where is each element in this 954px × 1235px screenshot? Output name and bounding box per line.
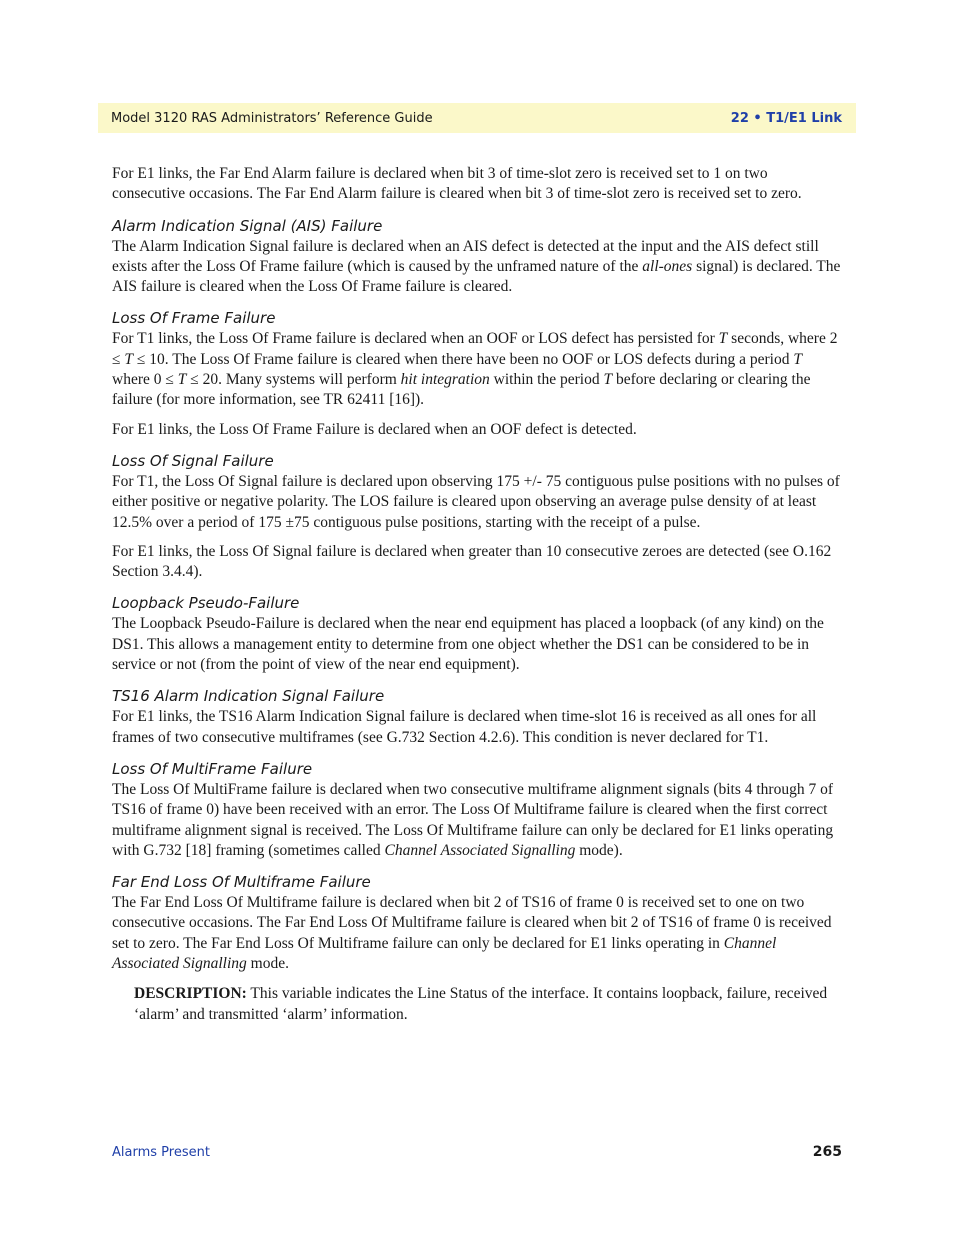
ais-paragraph: The Alarm Indication Signal failure is declared when an AIS defect is detected at the input and the AIS defect still exists after the Loss Of Frame failure (which is caused by the unframed nature of the all-ones signal) is declared. The AIS failure is cleared when the Loss Of Frame failure is cleared. [112,237,841,296]
page-number: 265 [812,1144,842,1160]
guide-title: Model 3120 RAS Administrators’ Reference Guide [111,110,433,126]
felomf-paragraph: The Far End Loss Of Multiframe failure is declared when bit 2 of TS16 of frame 0 is received set to one on two consecutive occasions. The Far End Loss Of Multiframe failure is cleared when bit 2 of TS16 of frame 0 is received set to zero. The Far End Loss Of Multiframe failure can only be declared for E1 links operating in Channel Associated Signalling mode. [112,894,832,973]
heading-felomf: Far End Loss Of Multiframe Failure [112,873,371,892]
description-label: DESCRIPTION: [134,985,247,1003]
running-header [98,103,856,133]
lomf-paragraph: The Loss Of MultiFrame failure is declared when two consecutive multiframe alignment signals (bits 4 through 7 of TS16 of frame 0) have been received with an error. The Loss Of Multiframe failure is cleared when the first correct multiframe alignment signal is received. The Loss Of Multiframe failure can only be declared for E1 links operating with G.732 [18] framing (sometimes called Channel Associated Signalling mode). [112,780,834,859]
description-paragraph: DESCRIPTION: This variable indicates the Line Status of the interface. It contains loopback, failure, received ‘alarm’ and transmitted ‘alarm’ information. [134,985,828,1023]
los-paragraph-e1: For E1 links, the Loss Of Signal failure is declared when greater than 10 consecutive zeroes are detected (see O.162 Section 3.4.4). [112,542,832,581]
ts16-paragraph: For E1 links, the TS16 Alarm Indication Signal failure is declared when time-slot 16 is received as all ones for all frames of two consecutive multiframes (see G.732 Section 4.2.6). This condition is never declared for T1. [112,708,817,746]
heading-ts16: TS16 Alarm Indication Signal Failure [112,687,385,706]
footer-section-title: Alarms Present [112,1145,210,1160]
page-content [112,164,842,1034]
loopback-paragraph: The Loopback Pseudo-Failure is declared when the near end equipment has placed a loopback (of any kind) on the DS1. This allows a management entity to determine from one object whether the DS1 can be considered to be in service or not (from the point of view of the near end equipment). [112,615,824,674]
intro-paragraph: For E1 links, the Far End Alarm failure is declared when bit 3 of time-slot zero is received set to 1 on two consecutive occasions. The Far End Alarm failure is cleared when bit 3 of time-slot zero is received set to zero. [112,165,802,203]
lof-paragraph-e1: For E1 links, the Loss Of Frame Failure is declared when an OOF defect is detected. [112,420,637,438]
chapter-title: 22 • T1/E1 Link [730,110,842,126]
heading-lomf: Loss Of MultiFrame Failure [112,759,313,778]
heading-lof: Loss Of Frame Failure [112,309,276,328]
los-paragraph-t1: For T1, the Loss Of Signal failure is declared upon observing 175 +/- 75 contiguous pulse positions with no pulses of either positive or negative polarity. The LOS failure is cleared upon observing an average pulse density of at least 12.5% over a period of 175 ±75 contiguous pulse positions, starting with the receipt of a pulse. [112,472,840,531]
heading-ais: Alarm Indication Signal (AIS) Failure [112,216,383,235]
heading-los: Loss Of Signal Failure [112,451,274,470]
heading-loopback: Loopback Pseudo-Failure [112,594,300,613]
lof-paragraph-t1: For T1 links, the Loss Of Frame failure is declared when an OOF or LOS defect has persisted for T seconds, where 2 ≤ T ≤ 10. The Loss Of Frame failure is cleared when there have been no OOF or LOS defects during a period T where 0 ≤ T ≤ 20. Many systems will perform hit integration within the period T before declaring or clearing the failure (for more information, see TR 62411 [16]). [112,330,838,409]
